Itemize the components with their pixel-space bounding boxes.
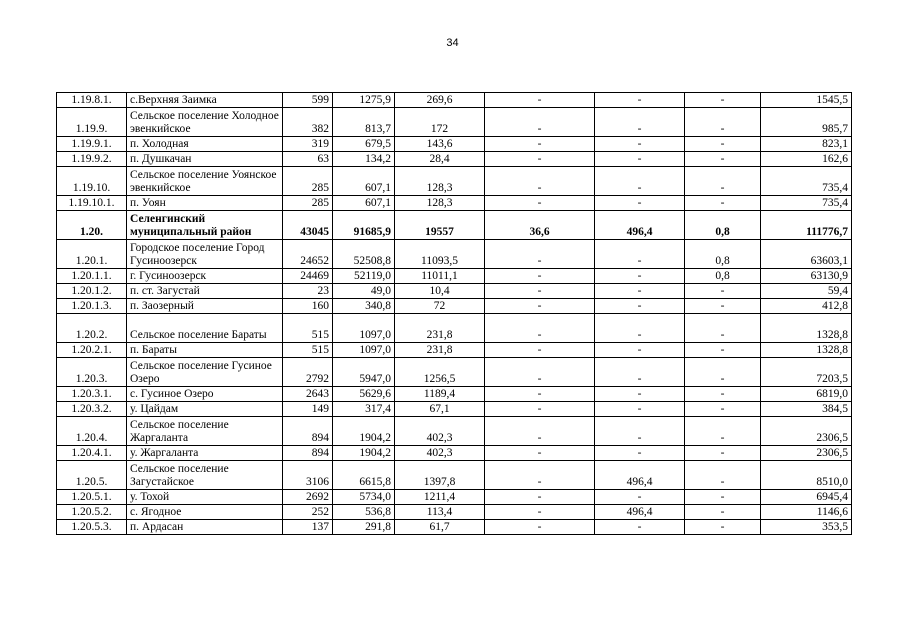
value-c-cell: - [485, 299, 595, 314]
code-cell: 1.20.3.2. [57, 402, 127, 417]
total-cell: 63603,1 [761, 240, 852, 269]
code-cell: 1.19.9.1. [57, 137, 127, 152]
data-table [56, 92, 852, 535]
value-c-cell: - [485, 284, 595, 299]
population-cell: 2692 [283, 490, 333, 505]
table-row [57, 520, 852, 535]
code-cell: 1.20.5.3. [57, 520, 127, 535]
value-d-cell: - [595, 402, 685, 417]
value-e-cell: 0,8 [685, 240, 761, 269]
value-a-cell: 340,8 [333, 299, 395, 314]
value-b-cell: 402,3 [395, 417, 485, 446]
value-d-cell: - [595, 152, 685, 167]
value-d-cell: 496,4 [595, 461, 685, 490]
value-b-cell: 1211,4 [395, 490, 485, 505]
population-cell: 894 [283, 417, 333, 446]
value-e-cell: 0,8 [685, 269, 761, 284]
value-a-cell: 52119,0 [333, 269, 395, 284]
population-cell: 319 [283, 137, 333, 152]
value-e-cell: - [685, 314, 761, 343]
total-cell: 1545,5 [761, 93, 852, 108]
code-cell: 1.20.5. [57, 461, 127, 490]
total-cell: 162,6 [761, 152, 852, 167]
population-cell: 137 [283, 520, 333, 535]
value-e-cell: - [685, 490, 761, 505]
value-a-cell: 5947,0 [333, 358, 395, 387]
code-cell: 1.20.4.1. [57, 446, 127, 461]
table-row [57, 417, 852, 446]
name-cell: Сельское поселение Гусиное Озеро [127, 358, 283, 387]
table-row [57, 387, 852, 402]
value-d-cell: - [595, 446, 685, 461]
table-row [57, 167, 852, 196]
value-e-cell: - [685, 520, 761, 535]
population-cell: 3106 [283, 461, 333, 490]
table-row [57, 137, 852, 152]
value-e-cell: 0,8 [685, 211, 761, 240]
value-e-cell: - [685, 284, 761, 299]
value-b-cell: 128,3 [395, 167, 485, 196]
table-row [57, 93, 852, 108]
table-row [57, 284, 852, 299]
total-cell: 384,5 [761, 402, 852, 417]
code-cell: 1.20.1. [57, 240, 127, 269]
value-a-cell: 1904,2 [333, 417, 395, 446]
name-cell: п. Заозерный [127, 299, 283, 314]
population-cell: 894 [283, 446, 333, 461]
value-b-cell: 11093,5 [395, 240, 485, 269]
population-cell: 2643 [283, 387, 333, 402]
value-c-cell: - [485, 417, 595, 446]
code-cell: 1.20.2. [57, 314, 127, 343]
population-cell: 515 [283, 343, 333, 358]
value-d-cell: 496,4 [595, 505, 685, 520]
page-number: 34 [446, 37, 459, 49]
table-row [57, 196, 852, 211]
value-a-cell: 607,1 [333, 167, 395, 196]
code-cell: 1.19.9. [57, 108, 127, 137]
name-cell: п. Душкачан [127, 152, 283, 167]
code-cell: 1.19.10.1. [57, 196, 127, 211]
total-cell: 412,8 [761, 299, 852, 314]
population-cell: 599 [283, 93, 333, 108]
value-e-cell: - [685, 417, 761, 446]
name-cell: п. Уоян [127, 196, 283, 211]
value-b-cell: 72 [395, 299, 485, 314]
total-cell: 985,7 [761, 108, 852, 137]
value-a-cell: 52508,8 [333, 240, 395, 269]
value-a-cell: 5734,0 [333, 490, 395, 505]
value-b-cell: 172 [395, 108, 485, 137]
population-cell: 24652 [283, 240, 333, 269]
value-d-cell: 496,4 [595, 211, 685, 240]
population-cell: 252 [283, 505, 333, 520]
value-b-cell: 231,8 [395, 314, 485, 343]
value-c-cell: - [485, 167, 595, 196]
total-cell: 1328,8 [761, 343, 852, 358]
population-cell: 63 [283, 152, 333, 167]
value-a-cell: 49,0 [333, 284, 395, 299]
total-cell: 2306,5 [761, 417, 852, 446]
total-cell: 8510,0 [761, 461, 852, 490]
value-b-cell: 1397,8 [395, 461, 485, 490]
name-cell: Городское поселение Город Гусиноозерск [127, 240, 283, 269]
code-cell: 1.20.1.2. [57, 284, 127, 299]
value-b-cell: 128,3 [395, 196, 485, 211]
value-a-cell: 5629,6 [333, 387, 395, 402]
value-e-cell: - [685, 505, 761, 520]
value-c-cell: - [485, 152, 595, 167]
population-cell: 285 [283, 196, 333, 211]
total-cell: 823,1 [761, 137, 852, 152]
name-cell: Сельское поселение Жаргаланта [127, 417, 283, 446]
value-c-cell: - [485, 461, 595, 490]
name-cell: у. Цайдам [127, 402, 283, 417]
value-d-cell: - [595, 387, 685, 402]
table-row [57, 505, 852, 520]
value-d-cell: - [595, 240, 685, 269]
population-cell: 149 [283, 402, 333, 417]
code-cell: 1.20.1.3. [57, 299, 127, 314]
name-cell: с. Гусиное Озеро [127, 387, 283, 402]
table-row [57, 269, 852, 284]
value-d-cell: - [595, 358, 685, 387]
code-cell: 1.20.1.1. [57, 269, 127, 284]
name-cell: Селенгинский муниципальный район [127, 211, 283, 240]
table-row [57, 299, 852, 314]
total-cell: 111776,7 [761, 211, 852, 240]
table-row [57, 240, 852, 269]
total-cell: 2306,5 [761, 446, 852, 461]
name-cell: Сельское поселение Уоянское эвенкийское [127, 167, 283, 196]
value-d-cell: - [595, 108, 685, 137]
value-b-cell: 28,4 [395, 152, 485, 167]
population-cell: 24469 [283, 269, 333, 284]
value-c-cell: - [485, 343, 595, 358]
value-d-cell: - [595, 299, 685, 314]
value-d-cell: - [595, 137, 685, 152]
value-e-cell: - [685, 402, 761, 417]
value-a-cell: 679,5 [333, 137, 395, 152]
value-a-cell: 91685,9 [333, 211, 395, 240]
value-b-cell: 61,7 [395, 520, 485, 535]
value-c-cell: - [485, 108, 595, 137]
population-cell: 285 [283, 167, 333, 196]
value-b-cell: 1256,5 [395, 358, 485, 387]
value-d-cell: - [595, 196, 685, 211]
value-c-cell: - [485, 196, 595, 211]
value-a-cell: 291,8 [333, 520, 395, 535]
value-a-cell: 1275,9 [333, 93, 395, 108]
code-cell: 1.20.4. [57, 417, 127, 446]
name-cell: Сельское поселение Холодное эвенкийское [127, 108, 283, 137]
table-row [57, 152, 852, 167]
value-b-cell: 19557 [395, 211, 485, 240]
code-cell: 1.20.5.2. [57, 505, 127, 520]
value-a-cell: 607,1 [333, 196, 395, 211]
value-b-cell: 67,1 [395, 402, 485, 417]
population-cell: 23 [283, 284, 333, 299]
value-a-cell: 1904,2 [333, 446, 395, 461]
code-cell: 1.20.3.1. [57, 387, 127, 402]
name-cell: с. Ягодное [127, 505, 283, 520]
table-row [57, 108, 852, 137]
value-e-cell: - [685, 299, 761, 314]
value-b-cell: 402,3 [395, 446, 485, 461]
value-e-cell: - [685, 167, 761, 196]
table-row [57, 343, 852, 358]
population-cell: 515 [283, 314, 333, 343]
value-a-cell: 813,7 [333, 108, 395, 137]
name-cell: Сельское поселение Бараты [127, 314, 283, 343]
code-cell: 1.20.2.1. [57, 343, 127, 358]
value-c-cell: - [485, 137, 595, 152]
value-c-cell: - [485, 490, 595, 505]
population-cell: 382 [283, 108, 333, 137]
value-c-cell: - [485, 240, 595, 269]
table-row [57, 461, 852, 490]
value-c-cell: - [485, 314, 595, 343]
value-b-cell: 231,8 [395, 343, 485, 358]
code-cell: 1.19.9.2. [57, 152, 127, 167]
table-row [57, 358, 852, 387]
total-cell: 6819,0 [761, 387, 852, 402]
value-d-cell: - [595, 417, 685, 446]
code-cell: 1.19.10. [57, 167, 127, 196]
total-cell: 735,4 [761, 167, 852, 196]
value-c-cell: - [485, 446, 595, 461]
value-e-cell: - [685, 137, 761, 152]
population-cell: 2792 [283, 358, 333, 387]
total-cell: 7203,5 [761, 358, 852, 387]
value-e-cell: - [685, 196, 761, 211]
value-d-cell: - [595, 490, 685, 505]
value-a-cell: 6615,8 [333, 461, 395, 490]
table-row [57, 211, 852, 240]
value-c-cell: - [485, 269, 595, 284]
value-e-cell: - [685, 93, 761, 108]
value-d-cell: - [595, 520, 685, 535]
value-d-cell: - [595, 284, 685, 299]
value-d-cell: - [595, 343, 685, 358]
value-d-cell: - [595, 269, 685, 284]
value-c-cell: - [485, 520, 595, 535]
total-cell: 735,4 [761, 196, 852, 211]
value-e-cell: - [685, 343, 761, 358]
value-e-cell: - [685, 152, 761, 167]
value-c-cell: - [485, 505, 595, 520]
value-a-cell: 536,8 [333, 505, 395, 520]
value-a-cell: 1097,0 [333, 343, 395, 358]
code-cell: 1.20.3. [57, 358, 127, 387]
value-a-cell: 134,2 [333, 152, 395, 167]
value-a-cell: 1097,0 [333, 314, 395, 343]
value-c-cell: 36,6 [485, 211, 595, 240]
value-c-cell: - [485, 387, 595, 402]
table-row [57, 314, 852, 343]
population-cell: 160 [283, 299, 333, 314]
total-cell: 6945,4 [761, 490, 852, 505]
name-cell: п. ст. Загустай [127, 284, 283, 299]
name-cell: у. Тохой [127, 490, 283, 505]
value-e-cell: - [685, 108, 761, 137]
value-b-cell: 143,6 [395, 137, 485, 152]
name-cell: г. Гусиноозерск [127, 269, 283, 284]
code-cell: 1.20.5.1. [57, 490, 127, 505]
value-e-cell: - [685, 387, 761, 402]
table-row [57, 490, 852, 505]
code-cell: 1.19.8.1. [57, 93, 127, 108]
value-b-cell: 113,4 [395, 505, 485, 520]
value-e-cell: - [685, 461, 761, 490]
value-b-cell: 11011,1 [395, 269, 485, 284]
value-d-cell: - [595, 167, 685, 196]
total-cell: 1328,8 [761, 314, 852, 343]
name-cell: Сельское поселение Загустайское [127, 461, 283, 490]
table-row [57, 446, 852, 461]
name-cell: п. Бараты [127, 343, 283, 358]
value-c-cell: - [485, 402, 595, 417]
value-c-cell: - [485, 358, 595, 387]
name-cell: п. Холодная [127, 137, 283, 152]
value-d-cell: - [595, 314, 685, 343]
total-cell: 59,4 [761, 284, 852, 299]
total-cell: 63130,9 [761, 269, 852, 284]
value-b-cell: 269,6 [395, 93, 485, 108]
total-cell: 1146,6 [761, 505, 852, 520]
total-cell: 353,5 [761, 520, 852, 535]
value-b-cell: 1189,4 [395, 387, 485, 402]
table-row [57, 402, 852, 417]
value-b-cell: 10,4 [395, 284, 485, 299]
population-cell: 43045 [283, 211, 333, 240]
code-cell: 1.20. [57, 211, 127, 240]
name-cell: п. Ардасан [127, 520, 283, 535]
name-cell: у. Жаргаланта [127, 446, 283, 461]
value-e-cell: - [685, 446, 761, 461]
value-e-cell: - [685, 358, 761, 387]
value-c-cell: - [485, 93, 595, 108]
name-cell: с.Верхняя Заимка [127, 93, 283, 108]
value-d-cell: - [595, 93, 685, 108]
value-a-cell: 317,4 [333, 402, 395, 417]
